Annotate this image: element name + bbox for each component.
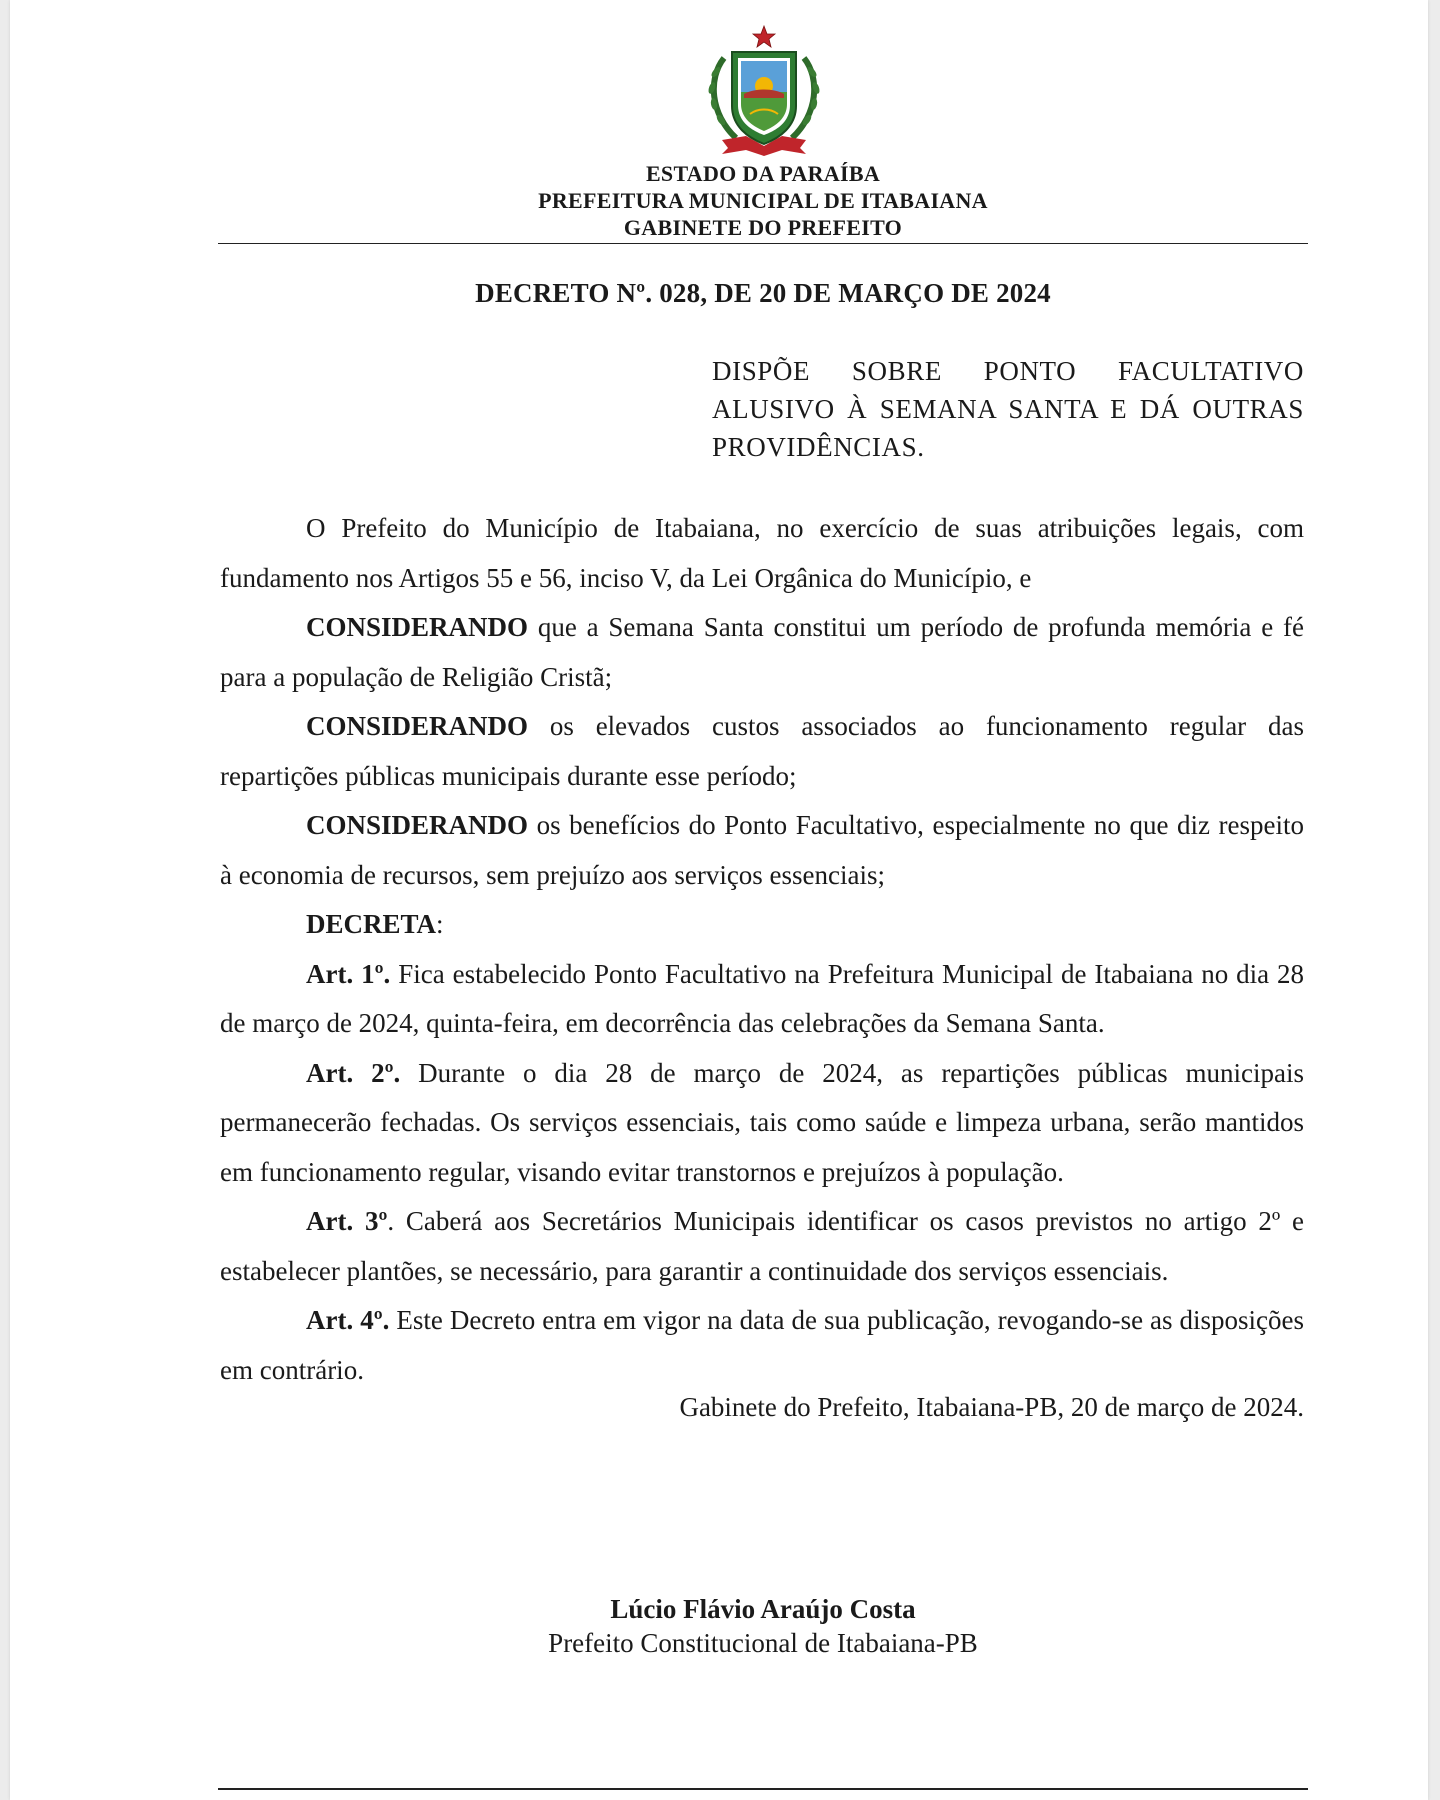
place-and-date: Gabinete do Prefeito, Itabaiana-PB, 20 de março de 2024.: [679, 1392, 1304, 1422]
considerando-text: os elevados custos associados ao funcionamento regular das repartições públicas municipais durante esse período;: [220, 711, 1304, 791]
letterhead-office: GABINETE DO PREFEITO: [623, 215, 903, 240]
preamble-text: O Prefeito do Município de Itabaiana, no exercício de suas atribuições legais, com fundamento nos Artigos 55 e 56, inciso V, da Lei Orgânica do Município, e: [220, 513, 1304, 593]
article-1: [220, 950, 1304, 1049]
document-page: [10, 0, 1428, 1800]
header-divider: [218, 243, 1308, 244]
footer-divider: [218, 1788, 1308, 1790]
article-3-text: . Caberá aos Secretários Municipais identificar os casos previstos no artigo 2º e estabelecer plantões, se necessário, para garantir a continuidade dos serviços essenciais.: [220, 1206, 1304, 1286]
considerando-paragraph: [220, 603, 1304, 702]
article-3: [220, 1197, 1304, 1296]
article-2-label: Art. 2º.: [306, 1057, 401, 1088]
considerando-paragraph: [220, 702, 1304, 801]
considerando-label: CONSIDERANDO: [306, 810, 529, 840]
article-4-label: Art. 4º.: [306, 1305, 390, 1335]
considerando-text: que a Semana Santa constitui um período de profunda memória e fé para a população de Religião Cristã;: [220, 612, 1304, 692]
decree-title: DECRETO Nº. 028, DE 20 DE MARÇO DE 2024: [475, 278, 1051, 308]
article-3-label: Art. 3º: [306, 1206, 388, 1236]
considerando-label: CONSIDERANDO: [306, 711, 529, 741]
decree-summary: DISPÕE SOBRE PONTO FACULTATIVO ALUSIVO À SEMANA SANTA E DÁ OUTRAS PROVIDÊNCIAS.: [712, 356, 1304, 462]
signatory-title: Prefeito Constitucional de Itabaiana-PB: [548, 1628, 978, 1658]
article-2: [220, 1049, 1304, 1198]
signature-block: [218, 1592, 1308, 1660]
coat-of-arms-icon: [702, 22, 826, 156]
decreta-paragraph: [220, 900, 1304, 950]
decreta-colon: :: [436, 909, 444, 939]
considerando-paragraph: [220, 801, 1304, 900]
article-1-label: Art. 1º.: [306, 958, 391, 989]
letterhead: [218, 160, 1308, 241]
letterhead-state: ESTADO DA PARAÍBA: [645, 161, 881, 186]
article-4: [220, 1296, 1304, 1395]
letterhead-municipality: PREFEITURA MUNICIPAL DE ITABAIANA: [538, 188, 988, 213]
decree-body: [220, 504, 1304, 1395]
preamble-paragraph: [220, 504, 1304, 603]
article-4-text: Este Decreto entra em vigor na data de sua publicação, revogando-se as disposições em contrário.: [220, 1305, 1304, 1385]
signatory-name: Lúcio Flávio Araújo Costa: [610, 1594, 916, 1624]
considerando-text: os benefícios do Ponto Facultativo, especialmente no que diz respeito à economia de recursos, sem prejuízo aos serviços essenciais;: [220, 810, 1304, 890]
article-2-text: Durante o dia 28 de março de 2024, as repartições públicas municipais permanecerão fechadas. Os serviços essenciais, tais como saúde e limpeza urbana, serão mantidos em funcionamento regular, visando evitar transtornos e prejuízos à população.: [220, 1057, 1304, 1187]
considerando-label: CONSIDERANDO: [306, 612, 529, 642]
decreta-label: DECRETA: [306, 909, 437, 939]
article-1-text: Fica estabelecido Ponto Facultativo na Prefeitura Municipal de Itabaiana no dia 28 de março de 2024, quinta-feira, em decorrência das celebrações da Semana Santa.: [220, 958, 1305, 1038]
